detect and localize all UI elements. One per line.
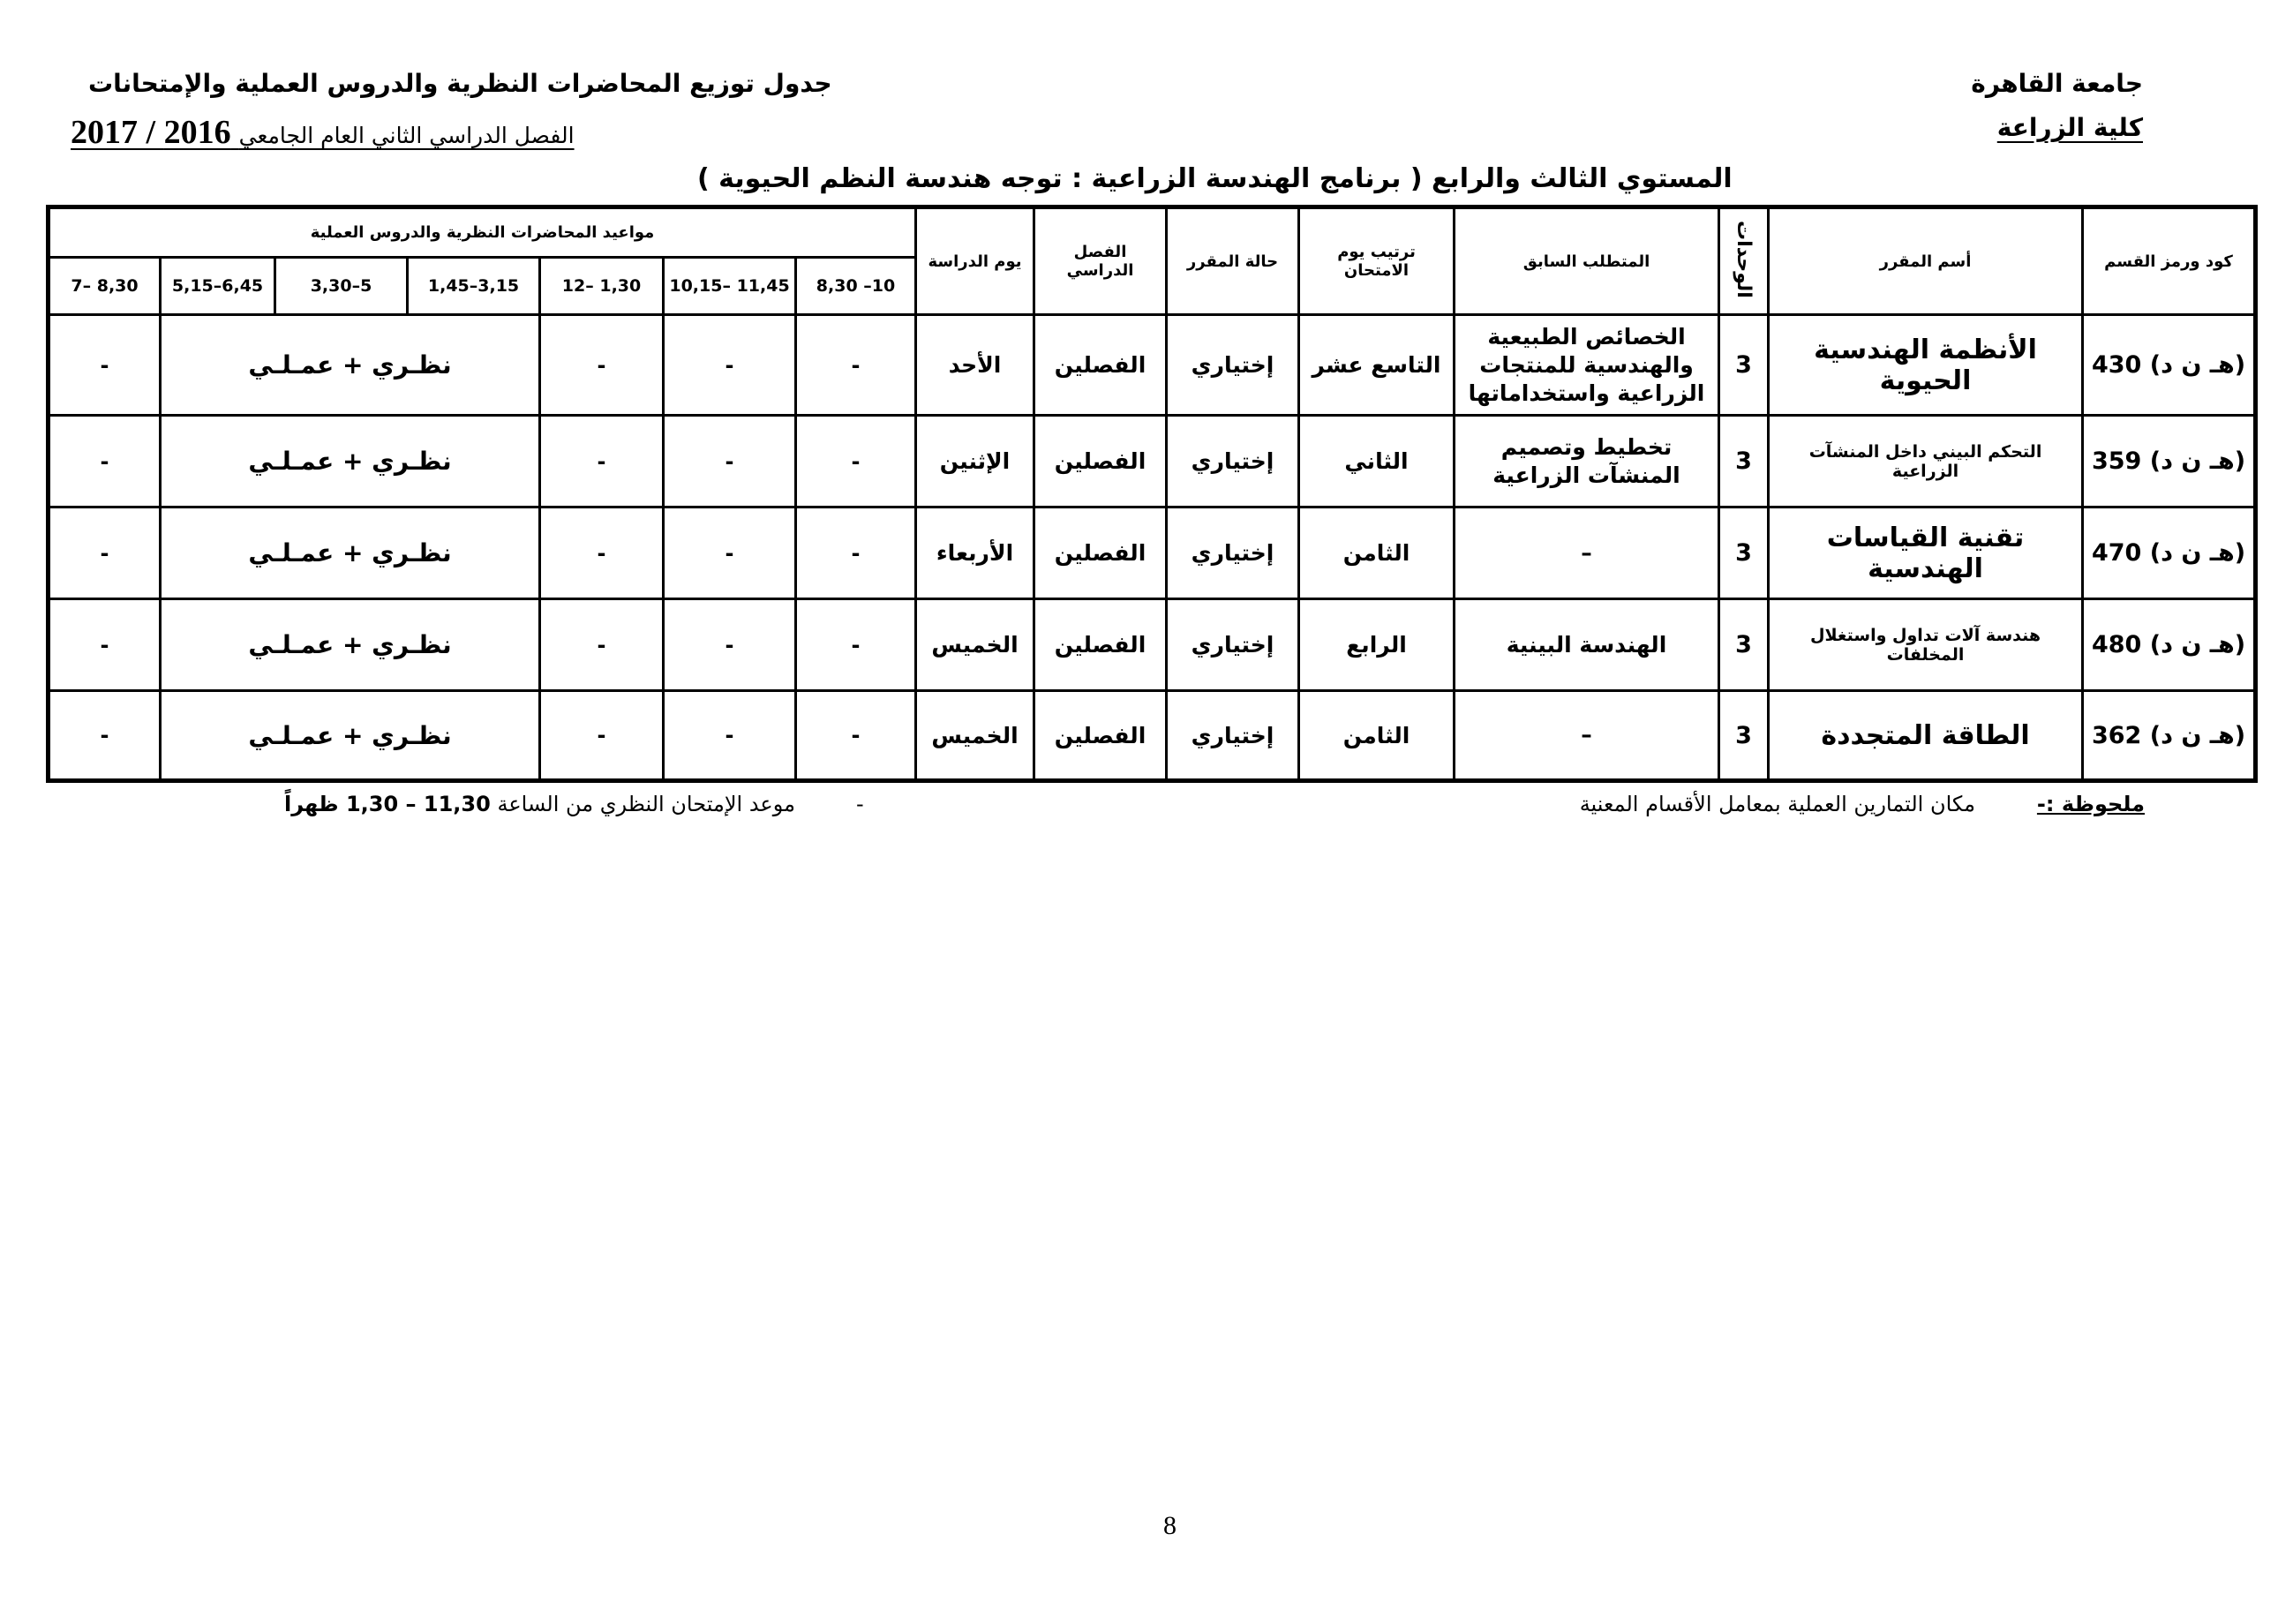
timeslot-cell: -: [664, 691, 796, 781]
timeslot-cell: -: [796, 691, 916, 781]
dept-code-cell: (هـ ن د) 359: [2083, 416, 2256, 508]
prerequisite-cell: تخطيط وتصميم المنشآت الزراعية: [1455, 416, 1719, 508]
page-number: 8: [1163, 1511, 1177, 1540]
course-status-cell: إختياري: [1167, 315, 1299, 416]
col-header-exam-order: ترتيب يوم الامتحان: [1299, 207, 1455, 315]
col-header-study-day: يوم الدراسة: [916, 207, 1034, 315]
timeslot-cell: -: [664, 416, 796, 508]
timeslot-cell: -: [796, 508, 916, 599]
exam-order-cell: الثامن: [1299, 691, 1455, 781]
note-text: مكان التمارين العملية بمعامل الأقسام المعنية: [1579, 792, 1975, 816]
study-day-cell: الخميس: [916, 599, 1034, 691]
study-day-cell: الأربعاء: [916, 508, 1034, 599]
timeslot-cell: -: [796, 416, 916, 508]
course-name-cell: الأنظمة الهندسية الحيوية: [1769, 315, 2083, 416]
table-row: [49, 315, 2256, 416]
units-cell: 3: [1719, 416, 1769, 508]
col-header-course-name: أسم المقرر: [1769, 207, 2083, 315]
course-status-cell: إختياري: [1167, 416, 1299, 508]
semester-cell: الفصلين: [1034, 691, 1167, 781]
col-header-prerequisite: المتطلب السابق: [1455, 207, 1719, 315]
exam-order-cell: الثامن: [1299, 508, 1455, 599]
header-row-top: [49, 207, 2256, 258]
timeslot-cell: -: [796, 315, 916, 416]
timeslot-header: 7– 8,30: [49, 258, 161, 315]
course-name-cell: تقنية القياسات الهندسية: [1769, 508, 2083, 599]
course-status-cell: إختياري: [1167, 691, 1299, 781]
timeslot-cell: -: [49, 416, 161, 508]
units-cell: 3: [1719, 691, 1769, 781]
prerequisite-cell: –: [1455, 508, 1719, 599]
study-day-cell: الأحد: [916, 315, 1034, 416]
units-header-label: الوحدات: [1733, 221, 1755, 299]
course-name-cell: هندسة آلات تداول واستغلال المخلفات: [1769, 599, 2083, 691]
session-mode-cell: نظـري + عمـلـي: [161, 599, 540, 691]
prerequisite-cell: –: [1455, 691, 1719, 781]
exam-order-cell: الثاني: [1299, 416, 1455, 508]
session-mode-cell: نظـري + عمـلـي: [161, 508, 540, 599]
semester-cell: الفصلين: [1034, 315, 1167, 416]
timeslot-cell: -: [540, 315, 664, 416]
timeslot-cell: -: [49, 691, 161, 781]
level-title: المستوي الثالث والرابع ( برنامج الهندسة الزراعية : توجه هندسة النظم الحيوية ): [697, 163, 1733, 194]
prerequisite-cell: الهندسة البينية: [1455, 599, 1719, 691]
timeslot-header: 1,45–3,15: [408, 258, 540, 315]
semester-cell: الفصلين: [1034, 416, 1167, 508]
timeslot-cell: -: [540, 691, 664, 781]
schedule-table: [46, 205, 2258, 783]
note-separator: -: [856, 792, 864, 816]
exam-time-note: [284, 792, 795, 816]
dept-code-cell: (هـ ن د) 470: [2083, 508, 2256, 599]
university-name: جامعة القاهرة: [1971, 69, 2143, 98]
col-header-course-status: حالة المقرر: [1167, 207, 1299, 315]
col-header-units: [1719, 207, 1769, 315]
dept-code-cell: (هـ ن د) 430: [2083, 315, 2256, 416]
col-header-semester: الفصل الدراسي: [1034, 207, 1167, 315]
units-cell: 3: [1719, 315, 1769, 416]
session-mode-cell: نظـري + عمـلـي: [161, 691, 540, 781]
exam-time-value: 11,30 – 1,30 ظهراً: [284, 792, 491, 816]
course-status-cell: إختياري: [1167, 508, 1299, 599]
timeslot-cell: -: [664, 599, 796, 691]
session-mode-cell: نظـري + عمـلـي: [161, 315, 540, 416]
note-label: ملحوظة :-: [2036, 792, 2145, 816]
col-header-timeslots-group: مواعيد المحاضرات النظرية والدروس العملية: [49, 207, 916, 258]
prerequisite-cell: الخصائص الطبيعية والهندسية للمنتجات الزراعية واستخداماتها: [1455, 315, 1719, 416]
exam-order-cell: التاسع عشر: [1299, 315, 1455, 416]
timeslot-cell: -: [664, 315, 796, 416]
course-name-cell: التحكم البيني داخل المنشآت الزراعية: [1769, 416, 2083, 508]
table-row: [49, 599, 2256, 691]
timeslot-cell: -: [540, 416, 664, 508]
academic-year: 2016 / 2017: [71, 114, 231, 151]
timeslot-cell: -: [796, 599, 916, 691]
timeslot-cell: -: [49, 315, 161, 416]
timeslot-cell: -: [540, 599, 664, 691]
timeslot-header: 3,30–5: [275, 258, 408, 315]
study-day-cell: الخميس: [916, 691, 1034, 781]
table-row: [49, 508, 2256, 599]
schedule-title: جدول توزيع المحاضرات النظرية والدروس العملية والإمتحانات: [88, 69, 832, 98]
timeslot-header: 8,30 –10: [796, 258, 916, 315]
dept-code-cell: (هـ ن د) 480: [2083, 599, 2256, 691]
timeslot-header: 12– 1,30: [540, 258, 664, 315]
units-cell: 3: [1719, 599, 1769, 691]
course-status-cell: إختياري: [1167, 599, 1299, 691]
dept-code-cell: (هـ ن د) 362: [2083, 691, 2256, 781]
timeslot-cell: -: [49, 508, 161, 599]
table-row: [49, 691, 2256, 781]
table-row: [49, 416, 2256, 508]
course-name-cell: الطاقة المتجددة: [1769, 691, 2083, 781]
session-mode-cell: نظـري + عمـلـي: [161, 416, 540, 508]
timeslot-cell: -: [664, 508, 796, 599]
timeslot-cell: -: [49, 599, 161, 691]
semester-cell: الفصلين: [1034, 599, 1167, 691]
units-cell: 3: [1719, 508, 1769, 599]
col-header-dept-code: كود ورمز القسم: [2083, 207, 2256, 315]
semester-label: الفصل الدراسي الثاني العام الجامعي: [238, 123, 575, 148]
faculty-name: كلية الزراعة: [1996, 113, 2143, 142]
timeslot-header: 5,15–6,45: [161, 258, 275, 315]
semester-line: [71, 113, 575, 152]
exam-time-prefix: موعد الإمتحان النظري من الساعة: [497, 792, 795, 816]
semester-cell: الفصلين: [1034, 508, 1167, 599]
study-day-cell: الإثنين: [916, 416, 1034, 508]
timeslot-header: 10,15– 11,45: [664, 258, 796, 315]
timeslot-cell: -: [540, 508, 664, 599]
exam-order-cell: الرابع: [1299, 599, 1455, 691]
